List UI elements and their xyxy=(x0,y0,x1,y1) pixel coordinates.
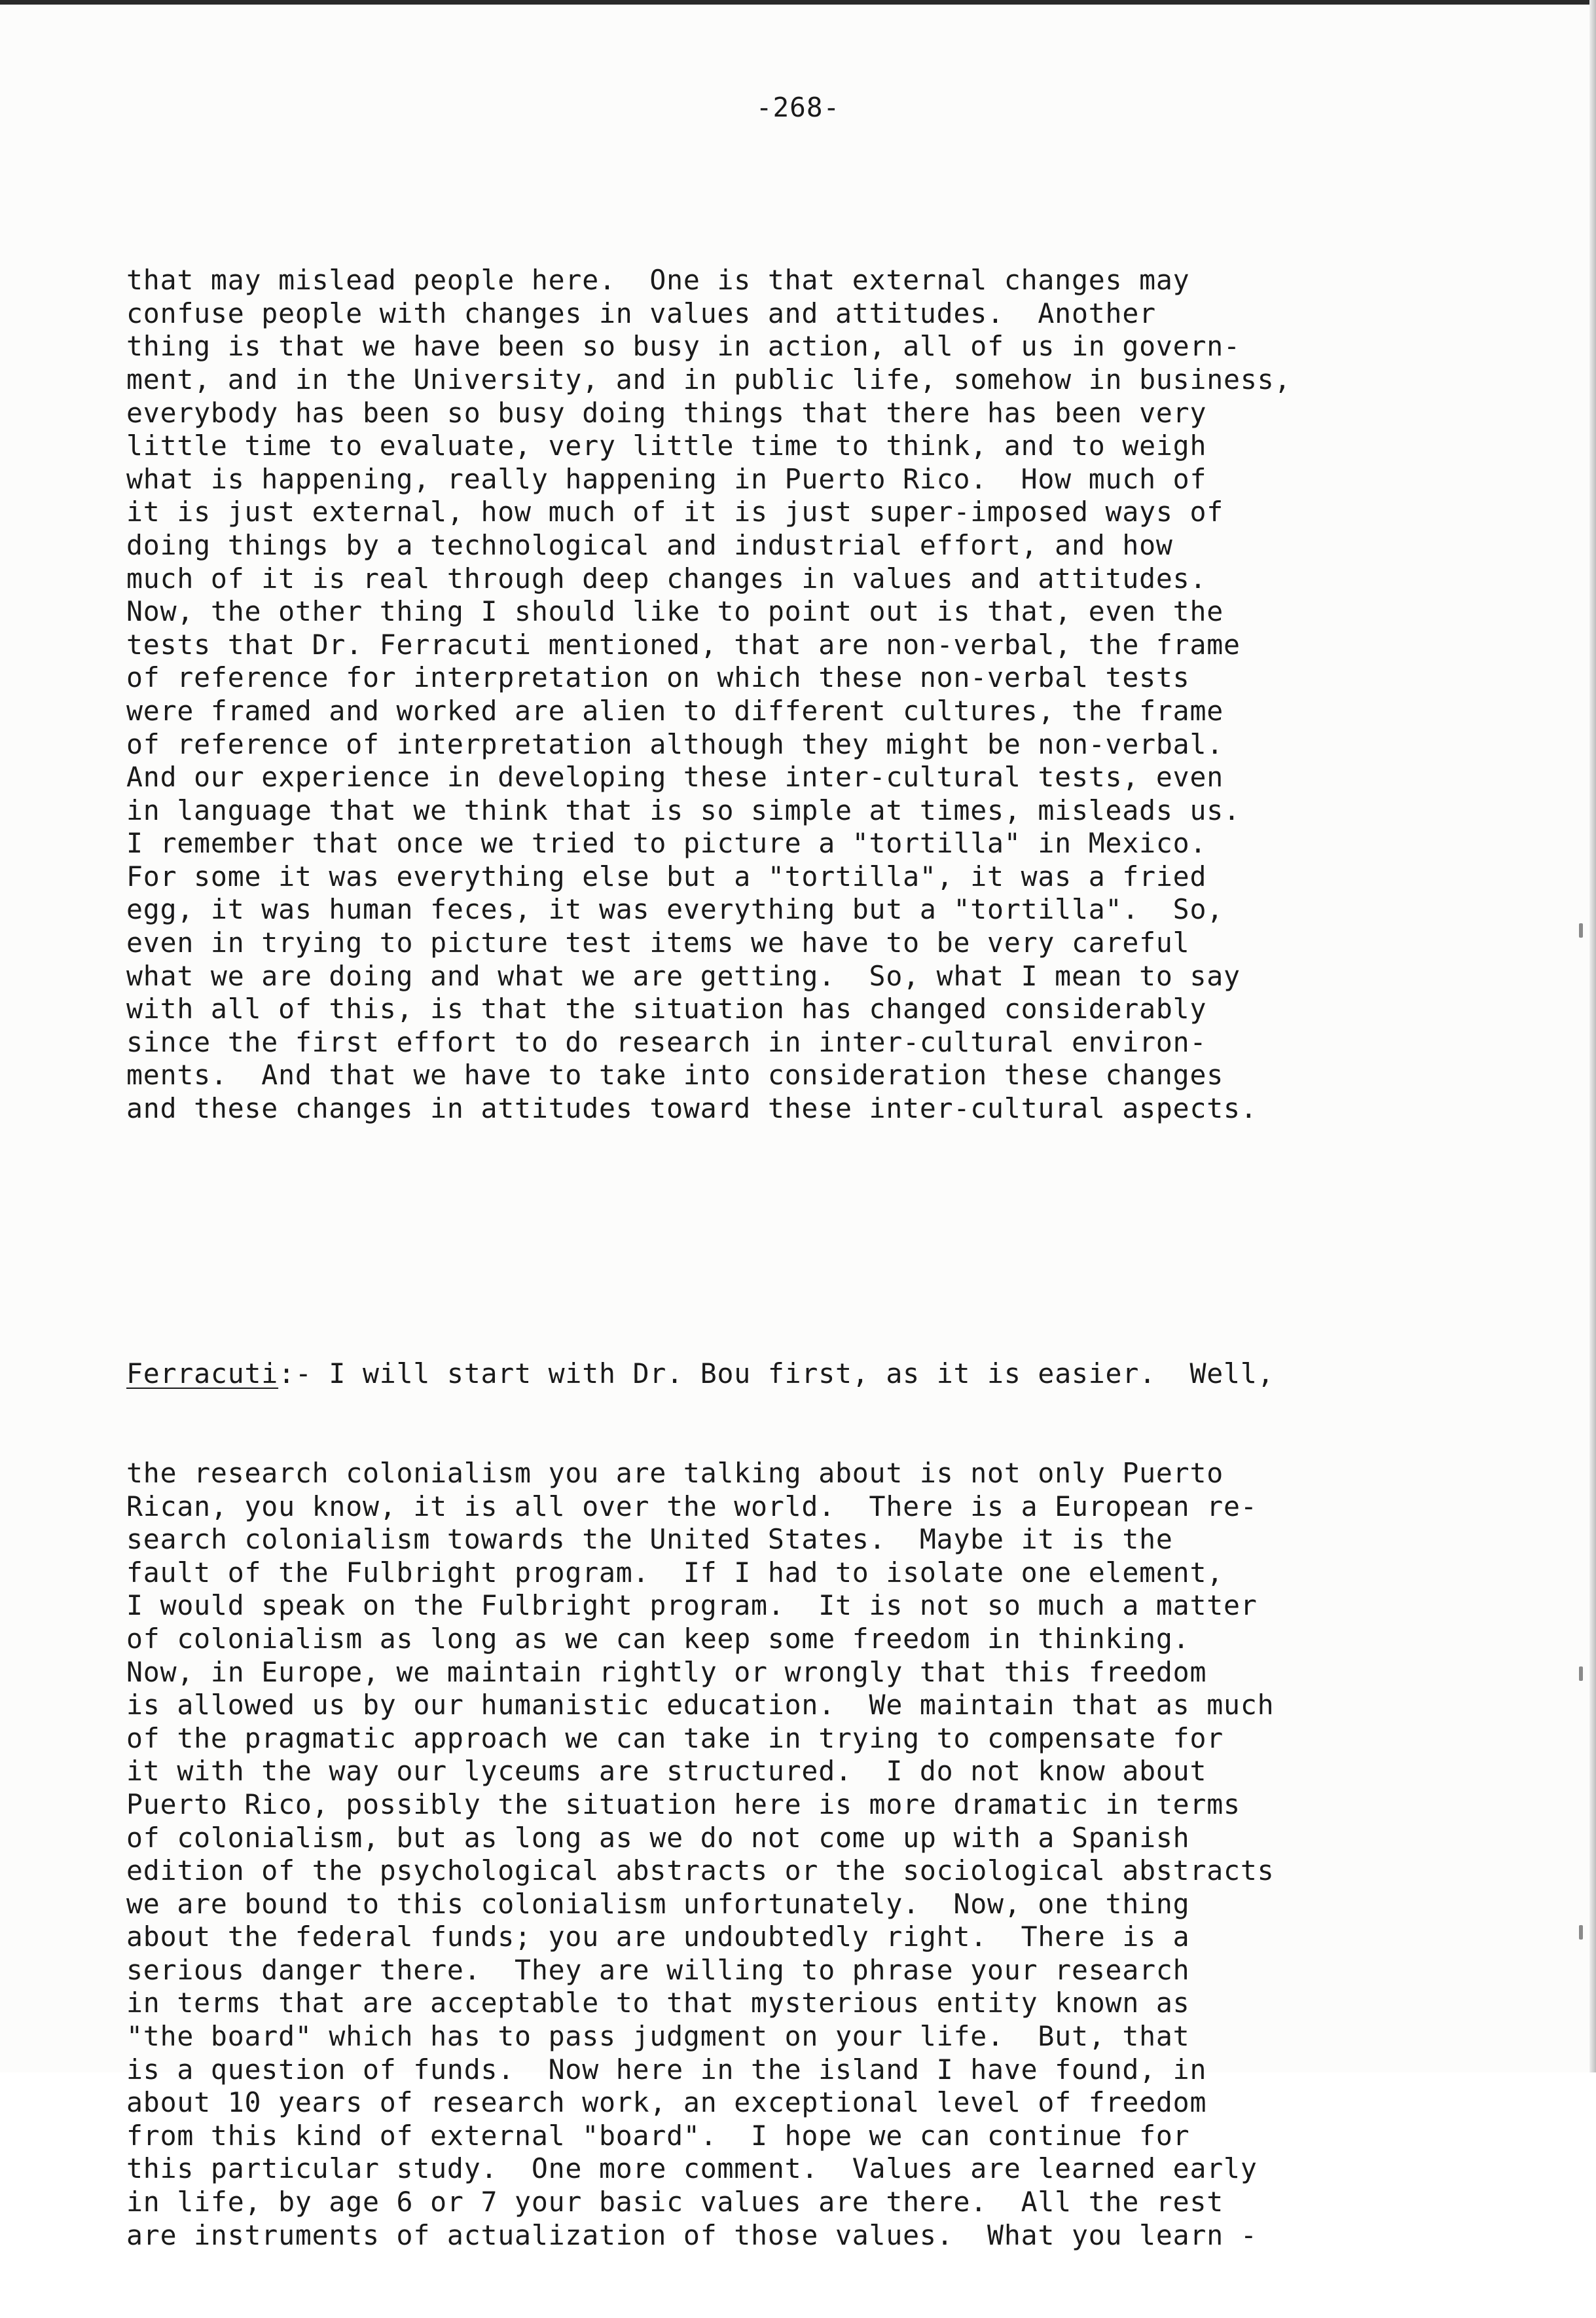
text-line: doing things by a technological and industrial effort, and how xyxy=(126,528,1173,561)
body-text xyxy=(126,198,1596,2318)
text-line: this particular study. One more comment. Values are learned early xyxy=(126,2152,1258,2185)
text-line: from this kind of external "board". I hope we can continue for xyxy=(126,2119,1190,2152)
text-line: For some it was everything else but a "tortilla", it was a fried xyxy=(126,860,1207,892)
text-line: ments. And that we have to take into consideration these changes xyxy=(126,1059,1224,1092)
text-line: about 10 years of research work, an exceptional level of freedom xyxy=(126,2086,1207,2119)
paragraph-1 xyxy=(126,264,1596,1125)
text-line: "the board" which has to pass judgment on your life. But, that xyxy=(126,2020,1190,2053)
text-line: of reference of interpretation although they might be non-verbal. xyxy=(126,727,1224,760)
speaker-line-text: :- I will start with Dr. Bou first, as it is easier. Well, xyxy=(278,1357,1275,1390)
speaker-name: Ferracuti xyxy=(126,1357,279,1390)
text-line: edition of the psychological abstracts or the sociological abstracts xyxy=(126,1854,1275,1887)
text-line: everybody has been so busy doing things that there has been very xyxy=(126,396,1207,429)
text-line: in life, by age 6 or 7 your basic values are there. All the rest xyxy=(126,2186,1224,2218)
text-line: of the pragmatic approach we can take in trying to compensate for xyxy=(126,1721,1224,1754)
text-line xyxy=(126,1357,1596,1391)
text-line: confuse people with changes in values and attitudes. Another xyxy=(126,297,1156,329)
text-line: even in trying to picture test items we have to be very careful xyxy=(126,927,1190,959)
text-line: is a question of funds. Now here in the island I have found, in xyxy=(126,2053,1207,2086)
text-line: that may mislead people here. One is that external changes may xyxy=(126,264,1190,297)
text-line: search colonialism towards the United States. Maybe it is the xyxy=(126,1523,1173,1556)
text-line: since the first effort to do research in inter-cultural environ- xyxy=(126,1025,1207,1058)
scan-top-edge xyxy=(0,0,1596,5)
text-line: I remember that once we tried to picture a "tortilla" in Mexico. xyxy=(126,827,1207,860)
text-line: it with the way our lyceums are structured. I do not know about xyxy=(126,1755,1207,1788)
text-line: much of it is real through deep changes in values and attitudes. xyxy=(126,562,1207,595)
text-line: in language that we think that is so simple at times, misleads us. xyxy=(126,794,1241,826)
text-line: Now, the other thing I should like to point out is that, even the xyxy=(126,595,1224,628)
paragraph-2 xyxy=(126,1291,1596,2252)
page-number: -268- xyxy=(755,92,841,123)
text-line: of colonialism as long as we can keep some freedom in thinking. xyxy=(126,1622,1190,1655)
text-line: of reference for interpretation on which these non-verbal tests xyxy=(126,661,1190,694)
text-line: it is just external, how much of it is just super-imposed ways of xyxy=(126,496,1224,528)
text-line: were framed and worked are alien to different cultures, the frame xyxy=(126,694,1224,727)
text-line: Now, in Europe, we maintain rightly or wrongly that this freedom xyxy=(126,1655,1207,1688)
text-line: and these changes in attitudes toward these inter-cultural aspects. xyxy=(126,1092,1258,1125)
text-line: of colonialism, but as long as we do not come up with a Spanish xyxy=(126,1821,1190,1854)
text-line: thing is that we have been so busy in action, all of us in govern- xyxy=(126,330,1241,363)
text-line: the research colonialism you are talking about is not only Puerto xyxy=(126,1456,1224,1489)
text-line: we are bound to this colonialism unfortunately. Now, one thing xyxy=(126,1887,1190,1920)
text-line: with all of this, is that the situation has changed considerably xyxy=(126,993,1207,1025)
text-line: are instruments of actualization of those values. What you learn - xyxy=(126,2218,1258,2251)
text-line: fault of the Fulbright program. If I had to isolate one element, xyxy=(126,1556,1224,1589)
text-line: what we are doing and what we are getting. So, what I mean to say xyxy=(126,959,1241,992)
text-line: little time to evaluate, very little time to think, and to weigh xyxy=(126,430,1207,462)
text-line: what is happening, really happening in Puerto Rico. How much of xyxy=(126,462,1207,495)
text-line: Puerto Rico, possibly the situation here is more dramatic in terms xyxy=(126,1788,1241,1820)
text-line: egg, it was human feces, it was everything but a "tortilla". So, xyxy=(126,893,1224,926)
text-line: ment, and in the University, and in public life, somehow in business, xyxy=(126,363,1292,396)
text-line: tests that Dr. Ferracuti mentioned, that are non-verbal, the frame xyxy=(126,628,1241,661)
text-line: Rican, you know, it is all over the world. There is a European re- xyxy=(126,1490,1258,1522)
text-line: is allowed us by our humanistic education. We maintain that as much xyxy=(126,1689,1275,1721)
text-line: about the federal funds; you are undoubtedly right. There is a xyxy=(126,1921,1190,1953)
text-line: I would speak on the Fulbright program. It is not so much a matter xyxy=(126,1589,1258,1622)
text-line: in terms that are acceptable to that mysterious entity known as xyxy=(126,1987,1190,2019)
text-line: And our experience in developing these inter-cultural tests, even xyxy=(126,761,1224,794)
paragraph-gap xyxy=(126,1192,1596,1225)
text-line: serious danger there. They are willing to phrase your research xyxy=(126,1953,1190,1986)
